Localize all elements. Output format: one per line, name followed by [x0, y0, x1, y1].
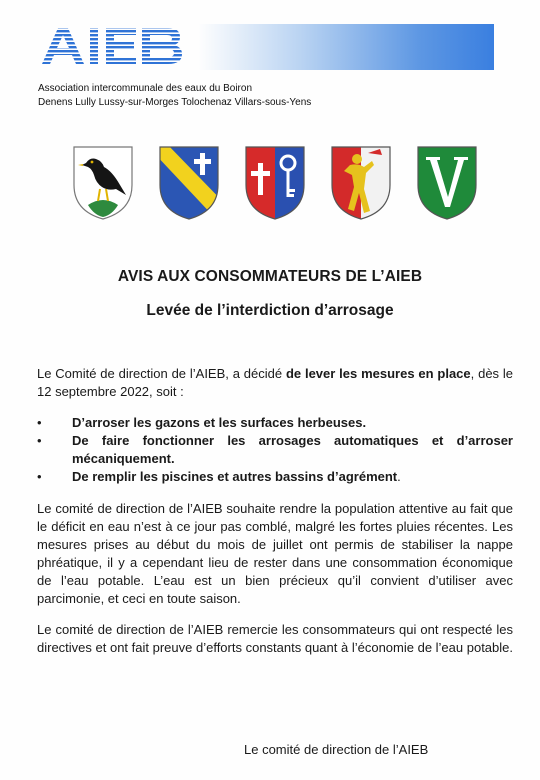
aieb-logo — [38, 26, 188, 66]
blue-cross-crest-icon — [158, 145, 220, 221]
bullet-icon: • — [37, 433, 42, 448]
red-figure-crest-icon — [330, 145, 392, 221]
awareness-paragraph: Le comité de direction de l’AIEB souhaite rendre la population attentive au fait que le déficit en eau n’est à ce jour pas comblé, malgré les fortes pluies récentes. Les mesures prises au début du mois de juillet ont permis de stabiliser la nappe phréatique, il y a cependant lieu de rester dans une consommation économique de l’eau potable. L’eau est un bien précieux qu’il convient d’utiliser avec parcimonie, et ceci en toute saison. — [37, 501, 513, 606]
green-v-crest-icon — [416, 145, 478, 221]
list-item-period: . — [397, 469, 401, 484]
list-item-text: De faire fonctionner les arrosages automatiques et d’arroser mécaniquement. — [72, 433, 513, 466]
blackbird-crest-icon — [72, 145, 134, 221]
list-item-text: De remplir les piscines et autres bassins d’agrément — [72, 469, 398, 484]
intro-text-bold: de lever les mesures en place — [285, 366, 471, 381]
blue-gradient-banner — [198, 24, 494, 70]
association-info — [38, 82, 311, 110]
signature: Le comité de direction de l’AIEB — [244, 742, 429, 757]
bullet-icon: • — [37, 469, 42, 484]
intro-paragraph — [37, 365, 513, 401]
member-communes: Denens Lully Lussy-sur-Morges Tolochenaz Villars-sous-Yens — [38, 97, 312, 108]
intro-text-start: Le Comité de direction de l’AIEB, a décidé — [37, 366, 286, 381]
red-cross-key-crest-icon — [244, 145, 306, 221]
list-item — [37, 414, 513, 432]
header-logo-row — [38, 24, 494, 70]
measures-list — [37, 414, 513, 486]
association-name: Association intercommunale des eaux du Boiron — [38, 83, 253, 94]
coats-of-arms-row — [72, 145, 480, 223]
notice-title: AVIS AUX CONSOMMATEURS DE L’AIEB — [117, 268, 423, 285]
list-item-text: D’arroser les gazons et les surfaces herbeuses. — [72, 415, 367, 430]
bullet-icon: • — [37, 415, 42, 430]
list-item — [37, 432, 513, 468]
thanks-paragraph: Le comité de direction de l’AIEB remercie les consommateurs qui ont respecté les directives et ont fait preuve d’efforts constants quant à l’économie de l’eau potable. — [37, 622, 513, 655]
intro-text-end: , dès le 12 septembre 2022, soit : — [37, 366, 514, 399]
notice-subtitle: Levée de l’interdiction d’arrosage — [146, 302, 394, 319]
list-item — [37, 468, 513, 486]
